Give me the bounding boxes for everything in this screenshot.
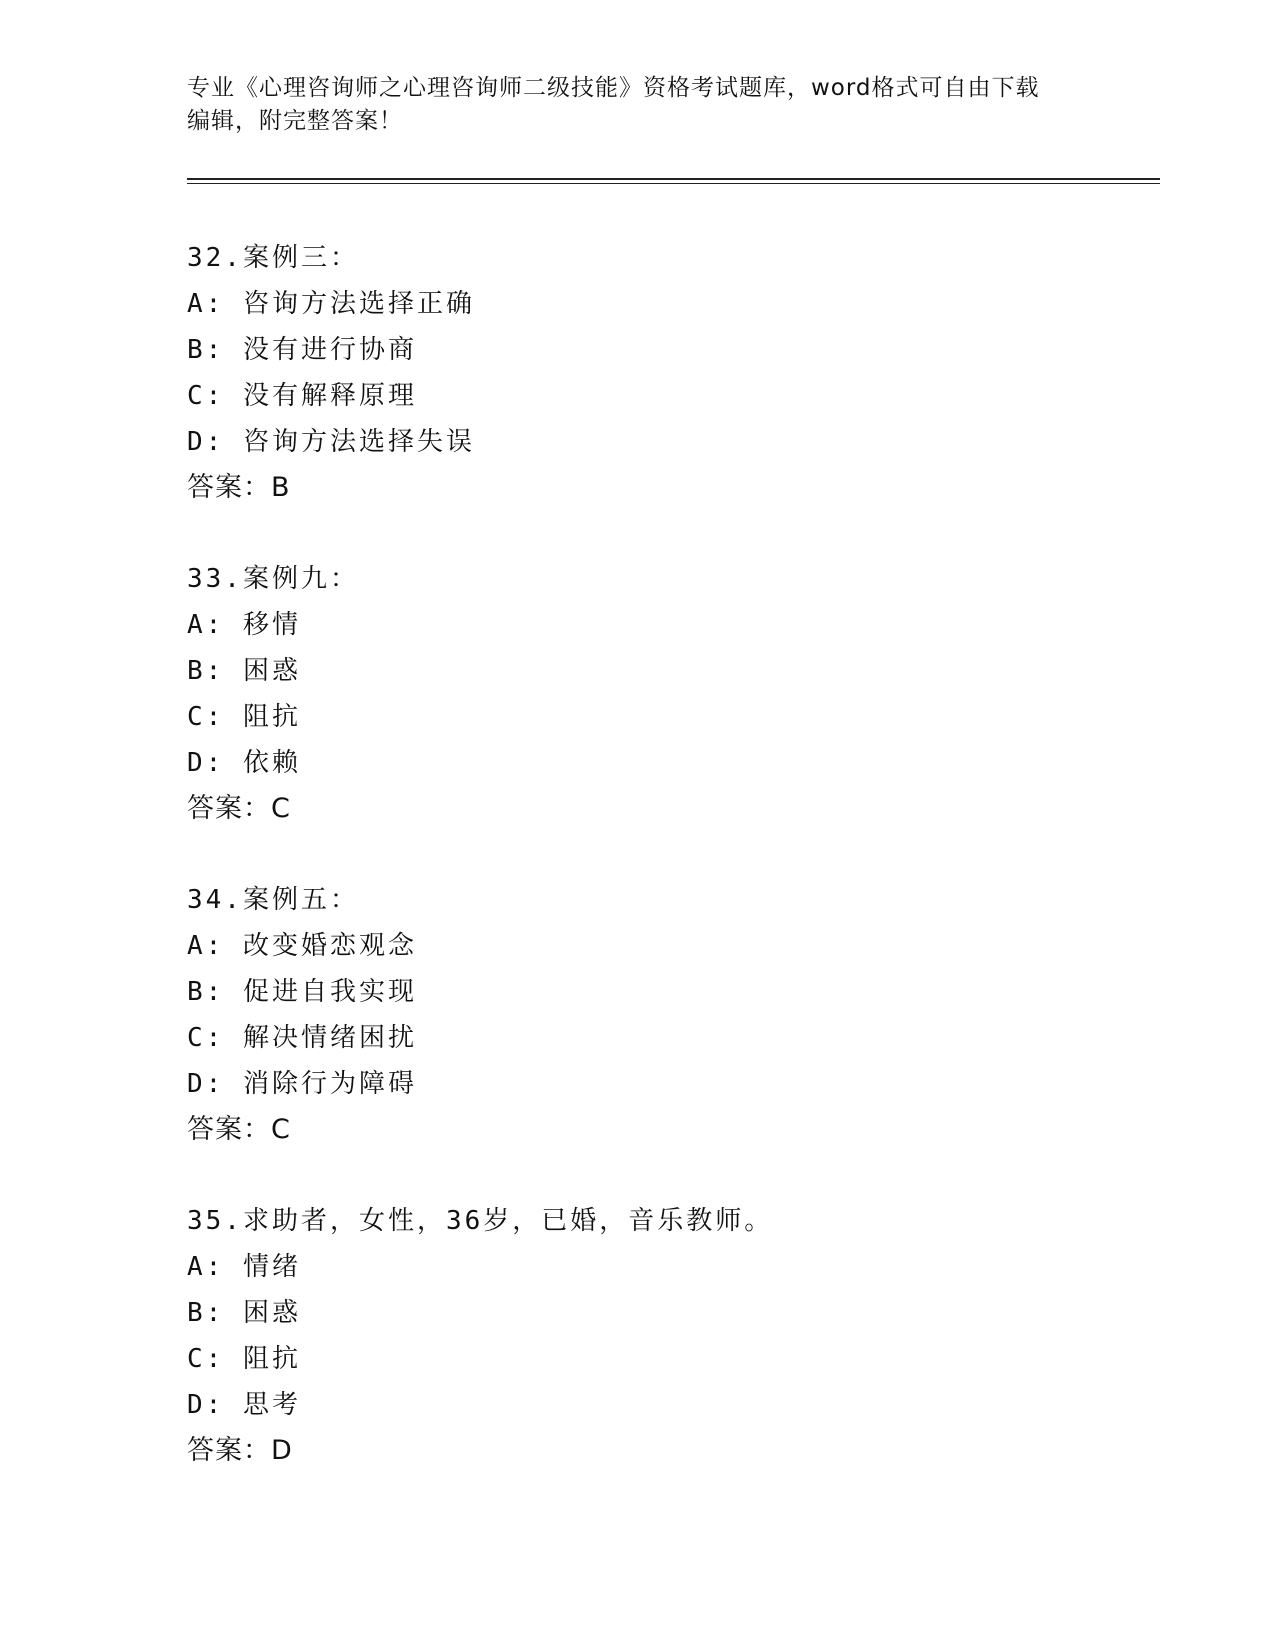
question-stem: 34.案例五： bbox=[187, 885, 359, 915]
header-line-1: 专业《心理咨询师之心理咨询师二级技能》资格考试题库，word格式可自由下载 bbox=[187, 75, 1040, 101]
option-d: D: 咨询方法选择失误 bbox=[187, 427, 475, 457]
option-a: A: 情绪 bbox=[187, 1252, 301, 1282]
question-32 bbox=[187, 235, 475, 511]
option-c: C: 没有解释原理 bbox=[187, 381, 417, 411]
document-header bbox=[187, 72, 1087, 138]
option-a: A: 咨询方法选择正确 bbox=[187, 289, 475, 319]
option-d: D: 消除行为障碍 bbox=[187, 1069, 417, 1099]
question-34 bbox=[187, 877, 417, 1153]
answer: 答案：D bbox=[187, 1435, 293, 1466]
option-d: D: 依赖 bbox=[187, 748, 301, 778]
header-divider-thick bbox=[187, 178, 1160, 180]
answer: 答案：C bbox=[187, 793, 291, 824]
option-b: B: 困惑 bbox=[187, 656, 301, 686]
option-a: A: 移情 bbox=[187, 610, 301, 640]
question-33 bbox=[187, 556, 359, 832]
answer: 答案：B bbox=[187, 472, 291, 503]
question-stem: 33.案例九： bbox=[187, 564, 359, 594]
option-c: C: 阻抗 bbox=[187, 1344, 301, 1374]
option-b: B: 困惑 bbox=[187, 1298, 301, 1328]
question-stem: 32.案例三： bbox=[187, 243, 359, 273]
question-35 bbox=[187, 1198, 773, 1474]
option-d: D: 思考 bbox=[187, 1390, 301, 1420]
question-stem: 35.求助者，女性，36岁，已婚，音乐教师。 bbox=[187, 1206, 774, 1236]
option-c: C: 阻抗 bbox=[187, 702, 301, 732]
option-b: B: 没有进行协商 bbox=[187, 335, 417, 365]
option-c: C: 解决情绪困扰 bbox=[187, 1023, 417, 1053]
header-divider-thin bbox=[187, 183, 1160, 184]
answer: 答案：C bbox=[187, 1114, 291, 1145]
option-a: A: 改变婚恋观念 bbox=[187, 931, 417, 961]
header-line-2: 编辑，附完整答案！ bbox=[187, 108, 403, 134]
option-b: B: 促进自我实现 bbox=[187, 977, 417, 1007]
